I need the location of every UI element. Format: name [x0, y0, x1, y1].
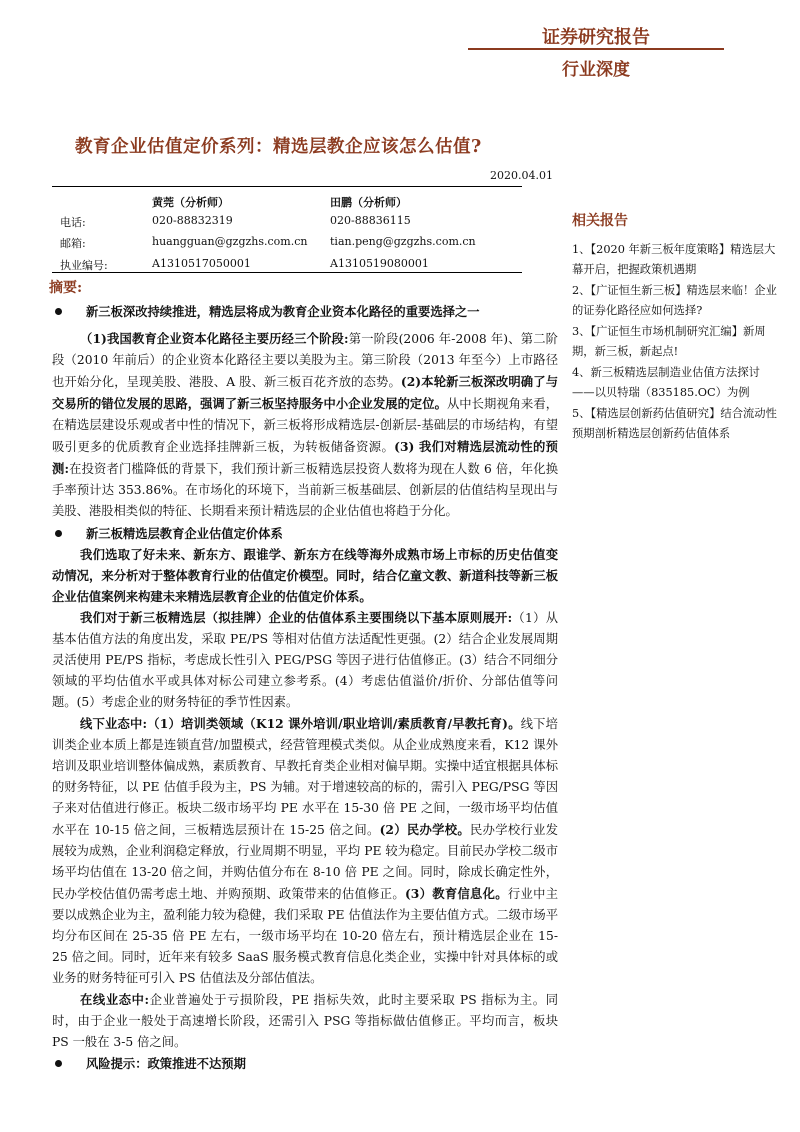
related-reports-heading: 相关报告 — [572, 213, 628, 229]
license-label: 执业编号: — [60, 259, 108, 272]
related-report-item[interactable]: 4、新三板精选层制造业估值方法探讨——以贝特瑞（835185.OC）为例 — [572, 366, 760, 399]
bullet-heading-1: 新三板深改持续推进，精选层将成为教育企业资本化路径的重要选择之一 — [52, 301, 558, 322]
paragraph-2: 我们选取了好未来、新东方、跟谁学、新东方在线等海外成熟市场上市标的历史估值变动情况，来分析对于整体教育行业的估值定价模型。同时，结合亿童文教、新道科技等新三板企业估值案例来构建未来精选层教育企业的估值定价体系。 — [52, 547, 558, 604]
related-report-item[interactable]: 2、【广证恒生新三板】精选层来临！企业的证券化路径应如何选择? — [572, 284, 777, 317]
paragraph-1: （1)我国教育企业资本化路径主要历经三个阶段:第一阶段(2006 年-2008 年)、第二阶段（2010 年前后）的企业资本化路径主要以美股为主。第三阶段（2013 年至今）上市路径也开始分化，呈现美股、港股、A 股、新三板百花齐放的态势。(2)本轮新三板深改明确了与交易所的错位发展的思路，强调了新三板坚持服务中小企业发展的定位。从中长期视角来看，在精选层建设乐观或者中性的情况下，新三板将形成精选层-创新层-基础层的市场结构，有望吸引更多的优质教育企业选择挂牌新三板，为转板储备资源。(3) 我们对精选层流动性的预测:在投资者门槛降低的背景下，我们预计新三板精选层投资人数将为现在人数 6 倍，年化换手率预计达 353.86%。在市场化的环境下，当前新三板基础层、创新层的估值结构呈现出与美股、港股相类似的特征、长期看来预计精选层的企业估值也将趋于分化。 — [52, 331, 558, 518]
related-report-item[interactable]: 5、【精选层创新药估值研究】结合流动性预期剖析精选层创新药估值体系 — [572, 407, 777, 440]
analyst-email-1[interactable]: huangguan@gzgzhs.com.cn — [152, 235, 308, 248]
analyst-name-2: 田鹏（分析师） — [330, 196, 407, 209]
phone-label: 电话: — [60, 216, 86, 229]
analyst-email-2[interactable]: tian.peng@gzgzhs.com.cn — [330, 235, 476, 248]
abstract-heading: 摘要: — [49, 280, 83, 296]
email-label: 邮箱: — [60, 237, 86, 250]
related-report-item[interactable]: 1、【2020 年新三板年度策略】精选层大幕开启，把握政策机遇期 — [572, 243, 776, 276]
report-title: 教育企业估值定价系列：精选层教企应该怎么估值? — [75, 137, 482, 157]
paragraph-4: 线下业态中:（1）培训类领域（K12 课外培训/职业培训/素质教育/早教托育)。线下培训类企业本质上都是连锁直营/加盟模式，经营管理模式类似。从企业成熟度来看，K12 课外培训及职业培训整体偏成熟，素质教育、早教托育类企业相对偏早期。实操中适宜根据具体标的财务特征，以 PE 估值手段为主，PS 为辅。对于增速较高的标的，需引入 PEG/PSG 等因子来对估值进行修正。板块二级市场平均 PE 水平在 15-30 倍 PE 之间，一级市场平均估值水平在 10-15 倍之间，三板精选层预计在 15-25 倍之间。(2）民办学校。民办学校行业发展较为成熟，企业利润稳定释放，行业周期不明显，平均 PE 较为稳定。目前民办学校二级市场平均估值在 13-20 倍之间，并购估值分布在 8-10 倍 PE 之间。同时，除成长确定性外，民办学校估值仍需考虑土地、并购预期、政策带来的估值修正。(3）教育信息化。行业中主要以成熟企业为主，盈利能力较为稳健，我们采取 PE 估值法作为主要估值方式。二级市场平均分布区间在 25-35 倍 PE 左右，一级市场平均在 10-20 倍左右，预计精选层企业在 15-25 倍之间。同时，近年来有较多 SaaS 服务模式教育信息化类企业，实操中针对具体标的或业务的财务特征可引入 PS 估值法及分部估值法。 — [52, 716, 558, 985]
analyst-license-2: A1310519080001 — [330, 257, 429, 270]
header-divider — [468, 48, 724, 50]
info-bottom-rule — [52, 272, 522, 273]
bullet-heading-3: 风险提示：政策推进不达预期 — [52, 1053, 558, 1074]
abstract-body — [52, 301, 558, 1074]
analyst-license-1: A1310517050001 — [152, 257, 251, 270]
analyst-phone-1: 020-88832319 — [152, 214, 233, 227]
bullet-heading-2: 新三板精选层教育企业估值定价体系 — [52, 523, 558, 544]
paragraph-3: 我们对于新三板精选层（拟挂牌）企业的估值体系主要围绕以下基本原则展开:（1）从基本估值方法的角度出发，采取 PE/PS 等相对估值方法适配性更强。(2）结合企业发展周期灵活使用 PE/PS 指标，考虑成长性引入 PEG/PSG 等因子进行估值修正。(3）结合不同细分领域的平均估值水平或具体对标公司建立参考系。(4）考虑估值溢价/折价、分部估值等问题。(5）考虑企业的财务特征的季节性因素。 — [52, 610, 558, 709]
info-top-rule — [52, 186, 522, 187]
related-report-item[interactable]: 3、【广证恒生市场机制研究汇编】新周期，新三板，新起点! — [572, 325, 766, 358]
report-type-label: 证券研究报告 — [542, 27, 650, 48]
report-date: 2020.04.01 — [490, 169, 553, 182]
paragraph-5: 在线业态中:企业普遍处于亏损阶段，PE 指标失效，此时主要采取 PS 指标为主。同时，由于企业一般处于高速增长阶段，还需引入 PSG 等指标做估值修正。平均而言，板块 PS 一般在 3-5 倍之间。 — [52, 992, 558, 1049]
analyst-name-1: 黄莞（分析师） — [152, 196, 229, 209]
related-reports-list — [572, 240, 777, 443]
report-category-label: 行业深度 — [562, 60, 630, 80]
analyst-phone-2: 020-88836115 — [330, 214, 411, 227]
